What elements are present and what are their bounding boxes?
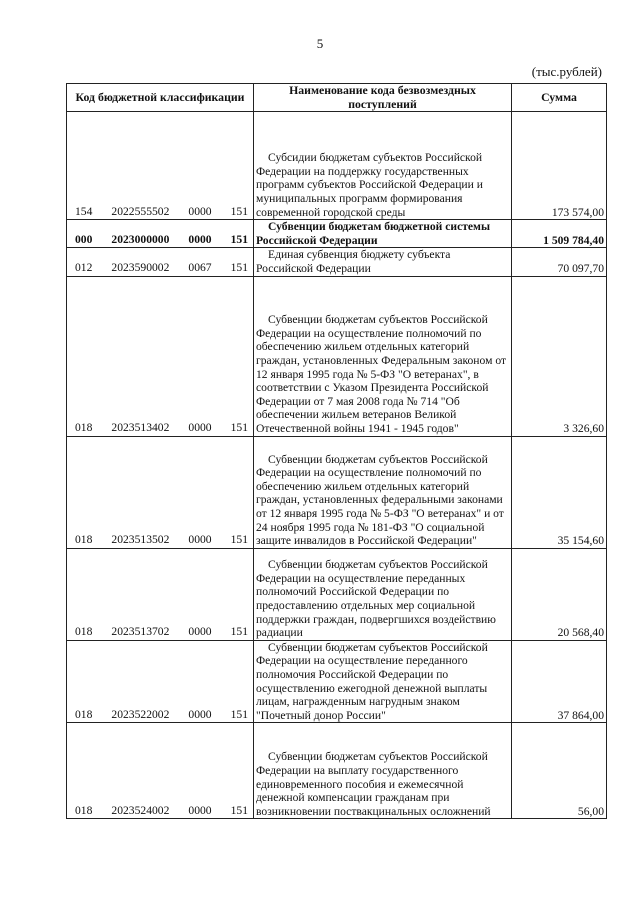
code-code: 2022555502 <box>111 204 170 218</box>
code-kind: 151 <box>230 803 248 817</box>
sum-cell: 35 154,60 <box>512 436 607 548</box>
name-text: Единая субвенция бюджету субъекта Российской Федерации <box>256 248 451 275</box>
units-label: (тыс.рублей) <box>531 64 602 79</box>
table-body <box>67 112 607 819</box>
name-cell <box>254 640 512 723</box>
page-number: 5 <box>316 36 324 51</box>
code-program: 0000 <box>188 533 212 547</box>
code-program: 0000 <box>188 707 212 721</box>
name-text: Субвенции бюджетам бюджетной системы Российской Федерации <box>256 220 491 247</box>
code-parts <box>69 804 251 819</box>
code-admin: 000 <box>75 232 93 246</box>
header-name: Наименование кода безвозмездных поступлений <box>254 84 512 112</box>
table-row <box>67 436 607 548</box>
code-admin: 018 <box>75 420 93 434</box>
name-cell <box>254 548 512 640</box>
name-cell <box>254 112 512 220</box>
code-program: 0000 <box>188 625 212 639</box>
name-cell <box>254 436 512 548</box>
code-code: 2023590002 <box>111 260 170 274</box>
code-kind: 151 <box>230 707 248 721</box>
header-sum: Сумма <box>512 84 607 112</box>
code-code: 2023000000 <box>111 232 170 246</box>
budget-table <box>66 83 607 819</box>
code-cell <box>67 723 254 819</box>
code-kind: 151 <box>230 204 248 218</box>
table-row <box>67 548 607 640</box>
code-cell <box>67 640 254 723</box>
table-row <box>67 112 607 220</box>
table-header-row <box>67 84 607 112</box>
code-parts <box>69 533 251 548</box>
table-row <box>67 640 607 723</box>
code-program: 0000 <box>188 420 212 434</box>
name-text: Субвенции бюджетам субъектов Российской Федерации на выплату государственного единовременного пособия и ежемесячной денежной компенсации гражданам при возникновении поствакцинальных осложнений <box>256 750 491 818</box>
code-parts <box>69 708 251 723</box>
code-kind: 151 <box>230 533 248 547</box>
sum-cell: 20 568,40 <box>512 548 607 640</box>
code-cell <box>67 248 254 276</box>
name-cell <box>254 248 512 276</box>
name-text: Субсидии бюджетам субъектов Российской Федерации на поддержку государственных программ субъектов Российской Федерации и муниципальных программ формирования современной городской среды <box>256 151 483 219</box>
code-parts <box>69 421 251 436</box>
code-kind: 151 <box>230 260 248 274</box>
code-code: 2023513502 <box>111 533 170 547</box>
code-kind: 151 <box>230 232 248 246</box>
code-program: 0000 <box>188 204 212 218</box>
name-text: Субвенции бюджетам субъектов Российской Федерации на осуществление полномочий по обеспечению жильем отдельных категорий граждан, установленных Федеральным законом от 12 января 1995 года № 5-ФЗ "О ветеранах", в соответствии с Указом Президента Российской Федерации от 7 мая 2008 года № 714 "Об обеспечении жильем ветеранов Великой Отечественной войны 1941 - 1945 годов" <box>256 313 507 435</box>
name-text: Субвенции бюджетам субъектов Российской Федерации на осуществление переданного полномочия Российской Федерации по осуществлению ежегодной денежной выплаты лицам, награжденным нагрудным знаком "Почетный донор России" <box>256 640 488 722</box>
code-parts <box>69 625 251 640</box>
code-admin: 018 <box>75 707 93 721</box>
name-cell <box>254 220 512 248</box>
table-row <box>67 723 607 819</box>
sum-cell: 173 574,00 <box>512 112 607 220</box>
name-text: Субвенции бюджетам субъектов Российской Федерации на осуществление переданных полномочий Российской Федерации по предоставлению отдельных мер социальной поддержки граждан, подвергшихся воздействию радиации <box>256 558 496 640</box>
code-admin: 012 <box>75 260 93 274</box>
code-code: 2023524002 <box>111 803 170 817</box>
code-code: 2023513402 <box>111 420 170 434</box>
table-row <box>67 220 607 248</box>
sum-cell: 1 509 784,40 <box>512 220 607 248</box>
code-admin: 018 <box>75 625 93 639</box>
name-cell <box>254 723 512 819</box>
code-program: 0067 <box>188 260 212 274</box>
name-cell <box>254 276 512 436</box>
code-cell <box>67 548 254 640</box>
sum-cell: 70 097,70 <box>512 248 607 276</box>
code-program: 0000 <box>188 232 212 246</box>
code-cell <box>67 112 254 220</box>
table-row <box>67 276 607 436</box>
code-admin: 018 <box>75 533 93 547</box>
code-cell <box>67 276 254 436</box>
name-text: Субвенции бюджетам субъектов Российской Федерации на осуществление полномочий по обеспечению жильем отдельных категорий граждан, установленных федеральными законами от 12 января 1995 года № 5-ФЗ "О ветеранах" и от 24 ноября 1995 года № 181-ФЗ "О социальной защите инвалидов в Российской Федерации" <box>256 452 504 548</box>
sum-cell: 37 864,00 <box>512 640 607 723</box>
code-parts <box>69 261 251 276</box>
code-kind: 151 <box>230 420 248 434</box>
code-code: 2023522002 <box>111 707 170 721</box>
table-row <box>67 248 607 276</box>
code-cell <box>67 220 254 248</box>
code-parts <box>69 233 251 248</box>
code-admin: 154 <box>75 204 93 218</box>
sum-cell: 56,00 <box>512 723 607 819</box>
code-kind: 151 <box>230 625 248 639</box>
code-code: 2023513702 <box>111 625 170 639</box>
code-program: 0000 <box>188 803 212 817</box>
sum-cell: 3 326,60 <box>512 276 607 436</box>
code-parts <box>69 205 251 220</box>
code-admin: 018 <box>75 803 93 817</box>
code-cell <box>67 436 254 548</box>
header-code: Код бюджетной классификации <box>67 84 254 112</box>
